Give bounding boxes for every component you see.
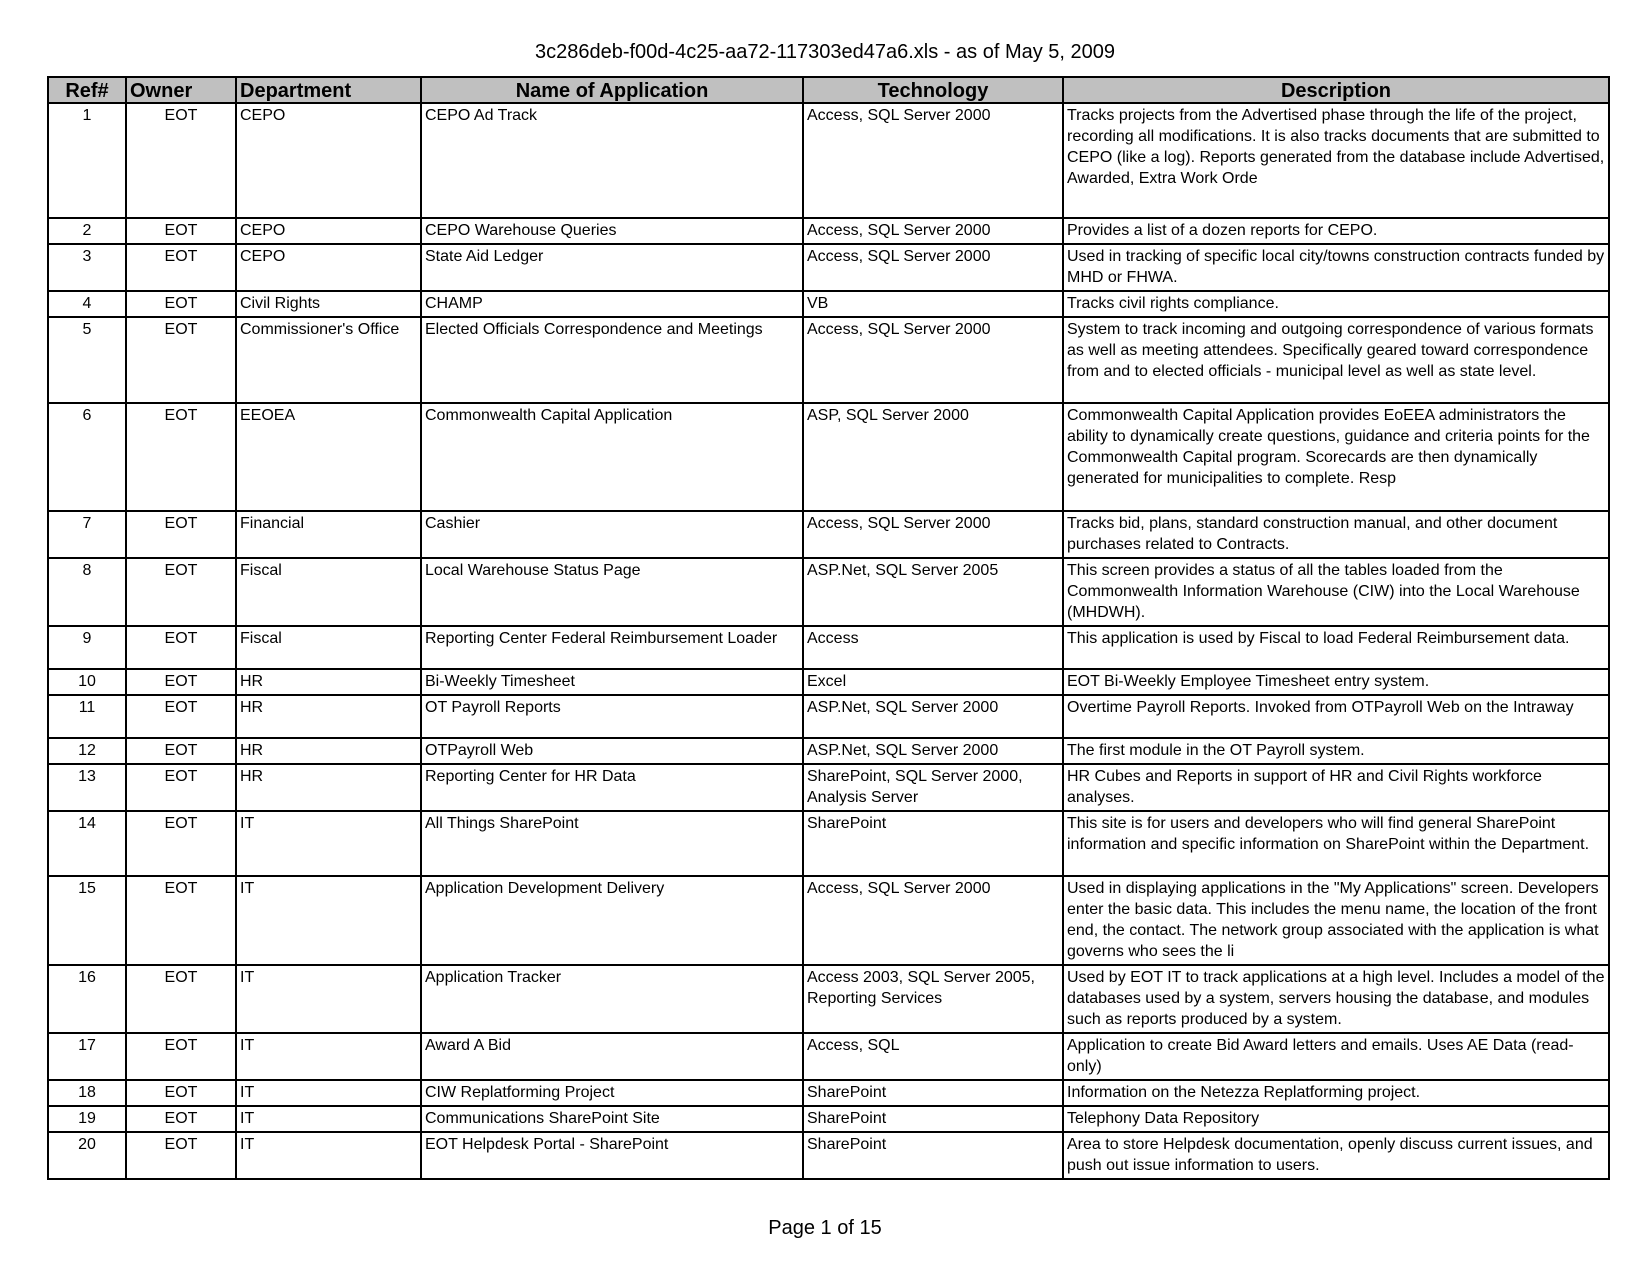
cell-department: Civil Rights: [236, 291, 421, 317]
cell-department: IT: [236, 1106, 421, 1132]
cell-name: Reporting Center Federal Reimbursement Loader: [421, 626, 803, 669]
cell-technology: Access, SQL Server 2000: [803, 103, 1063, 218]
page-title: 3c286deb-f00d-4c25-aa72-117303ed47a6.xls - as of May 5, 2009: [534, 41, 1116, 63]
table-row: [48, 244, 1609, 291]
cell-description: Application to create Bid Award letters and emails. Uses AE Data (read-only): [1063, 1033, 1609, 1080]
cell-ref: 18: [48, 1080, 126, 1106]
cell-ref: 17: [48, 1033, 126, 1080]
cell-owner: EOT: [126, 511, 236, 558]
cell-name: CEPO Warehouse Queries: [421, 218, 803, 244]
cell-ref: 8: [48, 558, 126, 626]
cell-department: Commissioner's Office: [236, 317, 421, 403]
cell-owner: EOT: [126, 669, 236, 695]
cell-department: CEPO: [236, 103, 421, 218]
cell-ref: 2: [48, 218, 126, 244]
cell-description: Information on the Netezza Replatforming project.: [1063, 1080, 1609, 1106]
cell-owner: EOT: [126, 1033, 236, 1080]
column-header-technology: Technology: [803, 77, 1063, 103]
cell-owner: EOT: [126, 1132, 236, 1179]
table-row: [48, 1033, 1609, 1080]
cell-name: Application Development Delivery: [421, 876, 803, 965]
cell-ref: 9: [48, 626, 126, 669]
table-row: [48, 626, 1609, 669]
cell-name: Award A Bid: [421, 1033, 803, 1080]
cell-description: This screen provides a status of all the tables loaded from the Commonwealth Information Warehouse (CIW) into the Local Warehouse (MHDWH).: [1063, 558, 1609, 626]
cell-owner: EOT: [126, 218, 236, 244]
cell-description: EOT Bi-Weekly Employee Timesheet entry system.: [1063, 669, 1609, 695]
cell-description: The first module in the OT Payroll system.: [1063, 738, 1609, 764]
cell-ref: 14: [48, 811, 126, 876]
header-row: [48, 77, 1609, 103]
table-row: [48, 1080, 1609, 1106]
table-row: [48, 876, 1609, 965]
cell-owner: EOT: [126, 811, 236, 876]
cell-technology: ASP.Net, SQL Server 2005: [803, 558, 1063, 626]
cell-owner: EOT: [126, 695, 236, 738]
cell-description: Tracks projects from the Advertised phase through the life of the project, recording all modifications. It is also tracks documents that are submitted to CEPO (like a log). Reports generated from the database include Advertised, Awarded, Extra Work Orde: [1063, 103, 1609, 218]
cell-department: HR: [236, 695, 421, 738]
cell-name: Bi-Weekly Timesheet: [421, 669, 803, 695]
cell-name: Cashier: [421, 511, 803, 558]
cell-name: CEPO Ad Track: [421, 103, 803, 218]
cell-department: Financial: [236, 511, 421, 558]
cell-description: Used in displaying applications in the "My Applications" screen. Developers enter the basic data. This includes the menu name, the location of the front end, the contact. The network group associated with the application is what governs who sees the li: [1063, 876, 1609, 965]
cell-description: Overtime Payroll Reports. Invoked from OTPayroll Web on the Intraway: [1063, 695, 1609, 738]
table-row: [48, 558, 1609, 626]
table-row: [48, 764, 1609, 811]
table-row: [48, 317, 1609, 403]
table-row: [48, 695, 1609, 738]
cell-technology: SharePoint, SQL Server 2000, Analysis Server: [803, 764, 1063, 811]
cell-description: Used by EOT IT to track applications at a high level. Includes a model of the databases used by a system, servers housing the database, and modules such as reports produced by a system.: [1063, 965, 1609, 1033]
table-row: [48, 965, 1609, 1033]
cell-name: State Aid Ledger: [421, 244, 803, 291]
table-row: [48, 669, 1609, 695]
cell-ref: 7: [48, 511, 126, 558]
table-row: [48, 291, 1609, 317]
cell-department: IT: [236, 811, 421, 876]
cell-ref: 19: [48, 1106, 126, 1132]
column-header-ref: Ref#: [48, 77, 126, 103]
cell-name: Elected Officials Correspondence and Meetings: [421, 317, 803, 403]
cell-owner: EOT: [126, 291, 236, 317]
cell-ref: 6: [48, 403, 126, 511]
cell-technology: SharePoint: [803, 1106, 1063, 1132]
cell-owner: EOT: [126, 317, 236, 403]
cell-technology: Access: [803, 626, 1063, 669]
table-row: [48, 811, 1609, 876]
cell-technology: Access 2003, SQL Server 2005, Reporting Services: [803, 965, 1063, 1033]
cell-department: HR: [236, 669, 421, 695]
cell-name: Reporting Center for HR Data: [421, 764, 803, 811]
cell-technology: Access, SQL: [803, 1033, 1063, 1080]
cell-department: CEPO: [236, 244, 421, 291]
cell-owner: EOT: [126, 558, 236, 626]
cell-description: Tracks civil rights compliance.: [1063, 291, 1609, 317]
cell-technology: ASP.Net, SQL Server 2000: [803, 738, 1063, 764]
cell-description: This site is for users and developers who will find general SharePoint information and specific information on SharePoint within the Department.: [1063, 811, 1609, 876]
cell-department: HR: [236, 764, 421, 811]
cell-owner: EOT: [126, 965, 236, 1033]
cell-ref: 11: [48, 695, 126, 738]
cell-description: Tracks bid, plans, standard construction manual, and other document purchases related to Contracts.: [1063, 511, 1609, 558]
cell-technology: ASP.Net, SQL Server 2000: [803, 695, 1063, 738]
cell-name: Commonwealth Capital Application: [421, 403, 803, 511]
column-header-name: Name of Application: [421, 77, 803, 103]
cell-technology: SharePoint: [803, 1132, 1063, 1179]
table-row: [48, 511, 1609, 558]
cell-ref: 3: [48, 244, 126, 291]
table-body: [48, 103, 1609, 1179]
cell-ref: 10: [48, 669, 126, 695]
cell-owner: EOT: [126, 764, 236, 811]
cell-ref: 13: [48, 764, 126, 811]
column-header-description: Description: [1063, 77, 1609, 103]
cell-technology: Access, SQL Server 2000: [803, 244, 1063, 291]
table-row: [48, 738, 1609, 764]
cell-ref: 12: [48, 738, 126, 764]
cell-owner: EOT: [126, 1080, 236, 1106]
cell-technology: VB: [803, 291, 1063, 317]
cell-description: Telephony Data Repository: [1063, 1106, 1609, 1132]
cell-technology: Access, SQL Server 2000: [803, 317, 1063, 403]
cell-technology: Access, SQL Server 2000: [803, 876, 1063, 965]
cell-name: Local Warehouse Status Page: [421, 558, 803, 626]
cell-name: CIW Replatforming Project: [421, 1080, 803, 1106]
cell-description: This application is used by Fiscal to load Federal Reimbursement data.: [1063, 626, 1609, 669]
cell-technology: Excel: [803, 669, 1063, 695]
cell-technology: SharePoint: [803, 811, 1063, 876]
cell-department: IT: [236, 1132, 421, 1179]
cell-technology: Access, SQL Server 2000: [803, 218, 1063, 244]
cell-technology: Access, SQL Server 2000: [803, 511, 1063, 558]
table-row: [48, 103, 1609, 218]
cell-owner: EOT: [126, 103, 236, 218]
cell-technology: SharePoint: [803, 1080, 1063, 1106]
cell-description: Commonwealth Capital Application provides EoEEA administrators the ability to dynamically create questions, guidance and criteria points for the Commonwealth Capital program. Scorecards are then dynamically generated for municipalities to complete. Resp: [1063, 403, 1609, 511]
cell-owner: EOT: [126, 403, 236, 511]
cell-department: HR: [236, 738, 421, 764]
cell-ref: 20: [48, 1132, 126, 1179]
cell-department: EEOEA: [236, 403, 421, 511]
column-header-department: Department: [236, 77, 421, 103]
cell-owner: EOT: [126, 244, 236, 291]
cell-name: EOT Helpdesk Portal - SharePoint: [421, 1132, 803, 1179]
cell-department: IT: [236, 1033, 421, 1080]
cell-ref: 1: [48, 103, 126, 218]
table-row: [48, 218, 1609, 244]
cell-ref: 16: [48, 965, 126, 1033]
cell-owner: EOT: [126, 626, 236, 669]
cell-department: IT: [236, 1080, 421, 1106]
cell-owner: EOT: [126, 1106, 236, 1132]
cell-ref: 5: [48, 317, 126, 403]
table-row: [48, 1132, 1609, 1179]
cell-description: Area to store Helpdesk documentation, openly discuss current issues, and push out issue information to users.: [1063, 1132, 1609, 1179]
cell-name: Communications SharePoint Site: [421, 1106, 803, 1132]
cell-ref: 4: [48, 291, 126, 317]
cell-name: CHAMP: [421, 291, 803, 317]
cell-description: HR Cubes and Reports in support of HR and Civil Rights workforce analyses.: [1063, 764, 1609, 811]
cell-department: CEPO: [236, 218, 421, 244]
cell-name: All Things SharePoint: [421, 811, 803, 876]
cell-ref: 15: [48, 876, 126, 965]
cell-owner: EOT: [126, 876, 236, 965]
cell-technology: ASP, SQL Server 2000: [803, 403, 1063, 511]
cell-description: Provides a list of a dozen reports for CEPO.: [1063, 218, 1609, 244]
cell-name: Application Tracker: [421, 965, 803, 1033]
table-row: [48, 1106, 1609, 1132]
applications-table: [47, 76, 1610, 1180]
page-number: Page 1 of 15: [768, 1217, 882, 1239]
cell-department: IT: [236, 965, 421, 1033]
cell-department: IT: [236, 876, 421, 965]
cell-department: Fiscal: [236, 558, 421, 626]
cell-description: System to track incoming and outgoing correspondence of various formats as well as meeting attendees. Specifically geared toward correspondence from and to elected officials - municipal level as well as state level.: [1063, 317, 1609, 403]
cell-description: Used in tracking of specific local city/towns construction contracts funded by MHD or FHWA.: [1063, 244, 1609, 291]
column-header-owner: Owner: [126, 77, 236, 103]
cell-owner: EOT: [126, 738, 236, 764]
cell-department: Fiscal: [236, 626, 421, 669]
cell-name: OT Payroll Reports: [421, 695, 803, 738]
table-row: [48, 403, 1609, 511]
cell-name: OTPayroll Web: [421, 738, 803, 764]
